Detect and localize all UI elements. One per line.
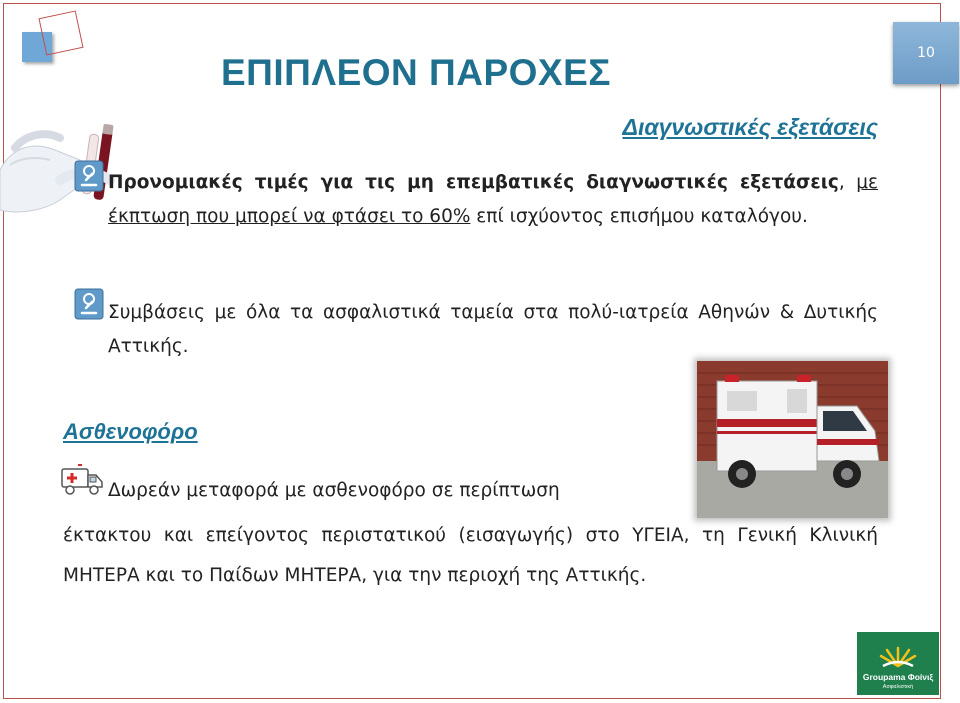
logo-brand-text: Groupama Φοίνιξ [862, 672, 934, 682]
section-subtitle-diagnostics: Διαγνωστικές εξετάσεις [622, 114, 878, 140]
slide-title: ΕΠΙΠΛΕΟΝ ΠΑΡΟΧΕΣ [221, 52, 611, 93]
ambulance-photo [697, 361, 888, 518]
diagnostics-discount-bold: Προνομιακές τιμές για τις μη επεμβατικές διαγνωστικές εξετάσεις [108, 172, 839, 193]
diagnostics-discount-paragraph [108, 166, 878, 234]
diagnostics-discount-rest: επί ισχύοντος επισήμου καταλόγου. [470, 206, 808, 227]
decor-square-outline [38, 10, 83, 55]
logo-tagline-text: Ασφαλιστική [882, 684, 914, 690]
company-logo [857, 632, 939, 695]
ambulance-heading: Ασθενοφόρο [63, 419, 198, 444]
logo-sunburst-icon [877, 638, 919, 670]
ambulance-transport-paragraph: έκτακτου και επείγοντος περιστατικού (εισαγωγής) στο ΥΓΕΙΑ, τη Γενική Κλινική ΜΗΤΕΡΑ και το Παίδων ΜΗΤΕΡΑ, για την περιοχή της Αττικής. [63, 525, 878, 586]
microscope-icon [74, 160, 104, 192]
slide-number: 10 [917, 45, 935, 61]
ambulance-transport-line: Δωρεάν μεταφορά με ασθενοφόρο σε περίπτωση [108, 480, 560, 501]
insurance-contracts-paragraph: Συμβάσεις με όλα τα ασφαλιστικά ταμεία στα πολύ-ιατρεία Αθηνών & Δυτικής Αττικής. [108, 302, 878, 357]
diagnostics-discount-underlined: με έκπτωση που μπορεί να φτάσει το 60% [108, 172, 878, 227]
ambulance-icon [60, 463, 104, 497]
diagnostics-discount-separator: , [838, 172, 857, 193]
microscope-icon [74, 288, 104, 320]
